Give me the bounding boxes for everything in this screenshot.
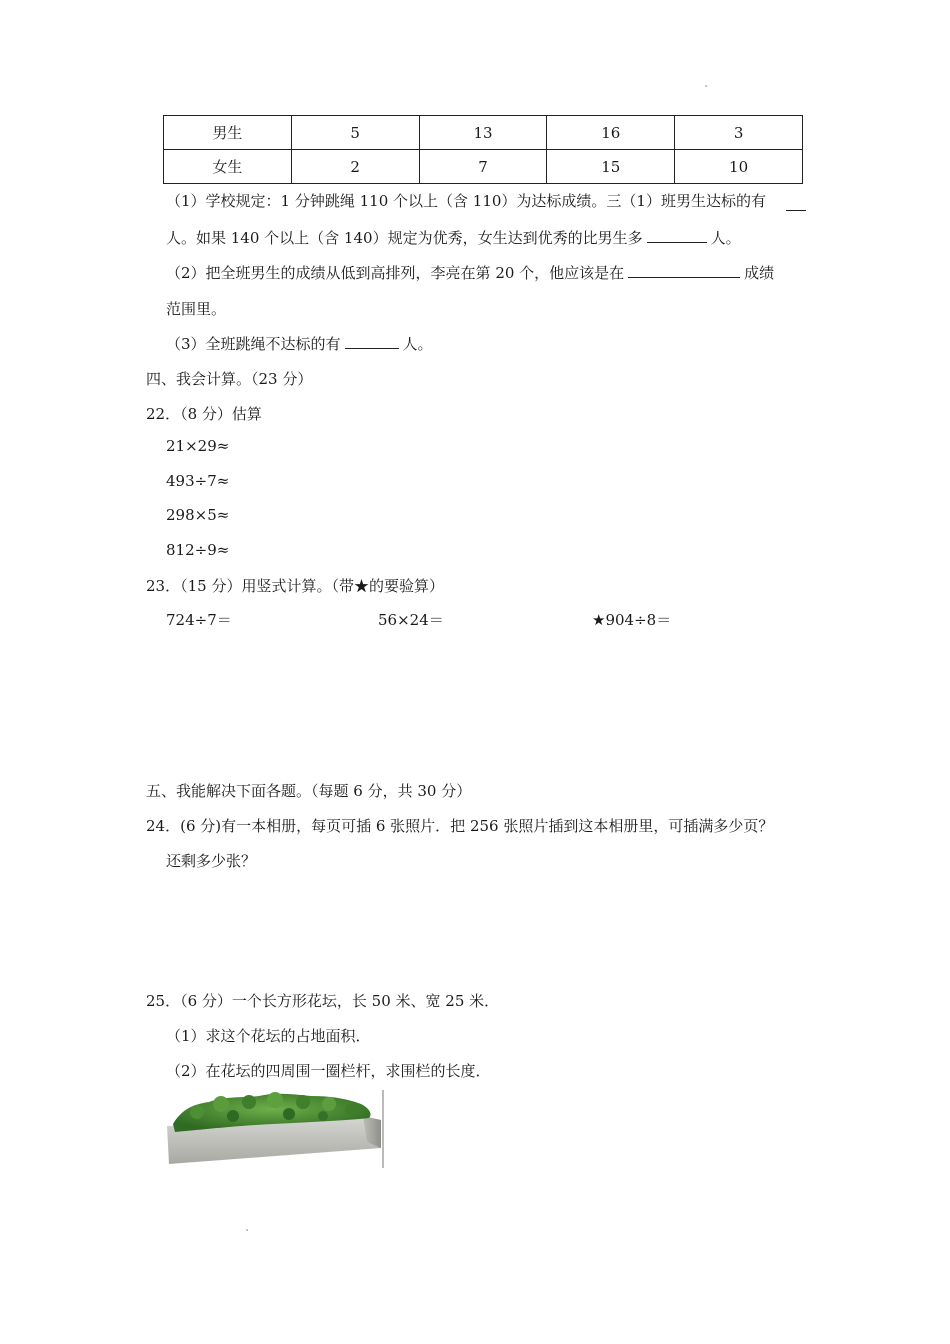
q23-item-starred: ★904÷8＝ [592,611,672,629]
q21-part2-text: （2）把全班男生的成绩从低到高排列，李亮在第 20 个，他应该是在 [166,264,625,282]
table-row [164,150,803,184]
answer-blank[interactable] [786,196,806,211]
table-row [164,116,803,150]
section4-title: 四、我会计算。（23 分） [146,370,313,388]
table-cell: 5 [291,116,419,150]
section5-title: 五、我能解决下面各题。（每题 6 分，共 30 分） [146,782,472,800]
table-cell: 15 [547,150,675,184]
q22-item: 298×5≈ [166,506,230,524]
q23-title: 23．（15 分）用竖式计算。（带★的要验算） [146,577,444,595]
table-cell: 7 [419,150,547,184]
q23-item: 56×24＝ [378,611,444,629]
q22-title: 22．（8 分）估算 [146,405,262,423]
q23-item: 724÷7＝ [166,611,232,629]
q21-part2-line2 [166,298,226,319]
q21-part1-line2 [166,227,741,248]
table-cell: 3 [675,116,803,150]
q21-part3-suffix: 人。 [402,335,433,353]
q25-part1: （1）求这个花坛的占地面积． [166,1027,371,1045]
q21-part3-text: （3）全班跳绳不达标的有 [166,335,341,353]
table-cell: 2 [291,150,419,184]
q21-part3 [166,333,433,354]
q25-title: 25．（6 分）一个长方形花坛，长 50 米、宽 25 米． [146,992,500,1010]
q24-line1: 24．(6 分)有一本相册，每页可插 6 张照片．把 256 张照片插到这本相册里，可插满多少页？ [146,817,774,835]
score-table [163,115,803,184]
answer-blank[interactable] [628,263,740,278]
q25-part2: （2）在花坛的四周围一圈栏杆，求围栏的长度． [166,1062,491,1080]
table-cell: 10 [675,150,803,184]
row-label: 女生 [164,150,292,184]
paragraph-mark: ˛ [245,1222,250,1232]
flower-bed-illustration [163,1090,385,1168]
q21-part1-text: 人。如果 140 个以上（含 140）规定为优秀，女生达到优秀的比男生多 [166,229,643,247]
q22-item: 812÷9≈ [166,541,230,559]
q22-item: 493÷7≈ [166,472,230,490]
q21-part2-suffix: 成绩 [744,264,775,282]
q24-line2: 还剩多少张？ [166,852,257,870]
table-cell: 16 [547,116,675,150]
q21-part1-suffix: 人。 [710,229,741,247]
paragraph-mark: ˛ [704,78,709,88]
table-cell: 13 [419,116,547,150]
row-label: 男生 [164,116,292,150]
q21-part2-line1 [166,262,774,283]
q21-part1-line1 [166,190,766,211]
q22-item: 21×29≈ [166,437,230,455]
answer-blank[interactable] [345,334,399,349]
q21-part2-text: 范围里。 [166,300,227,318]
q21-part1-text: （1）学校规定：1 分钟跳绳 110 个以上（含 110）为达标成绩。三（1）班男生达标的有 [166,192,766,210]
answer-blank[interactable] [647,228,707,243]
